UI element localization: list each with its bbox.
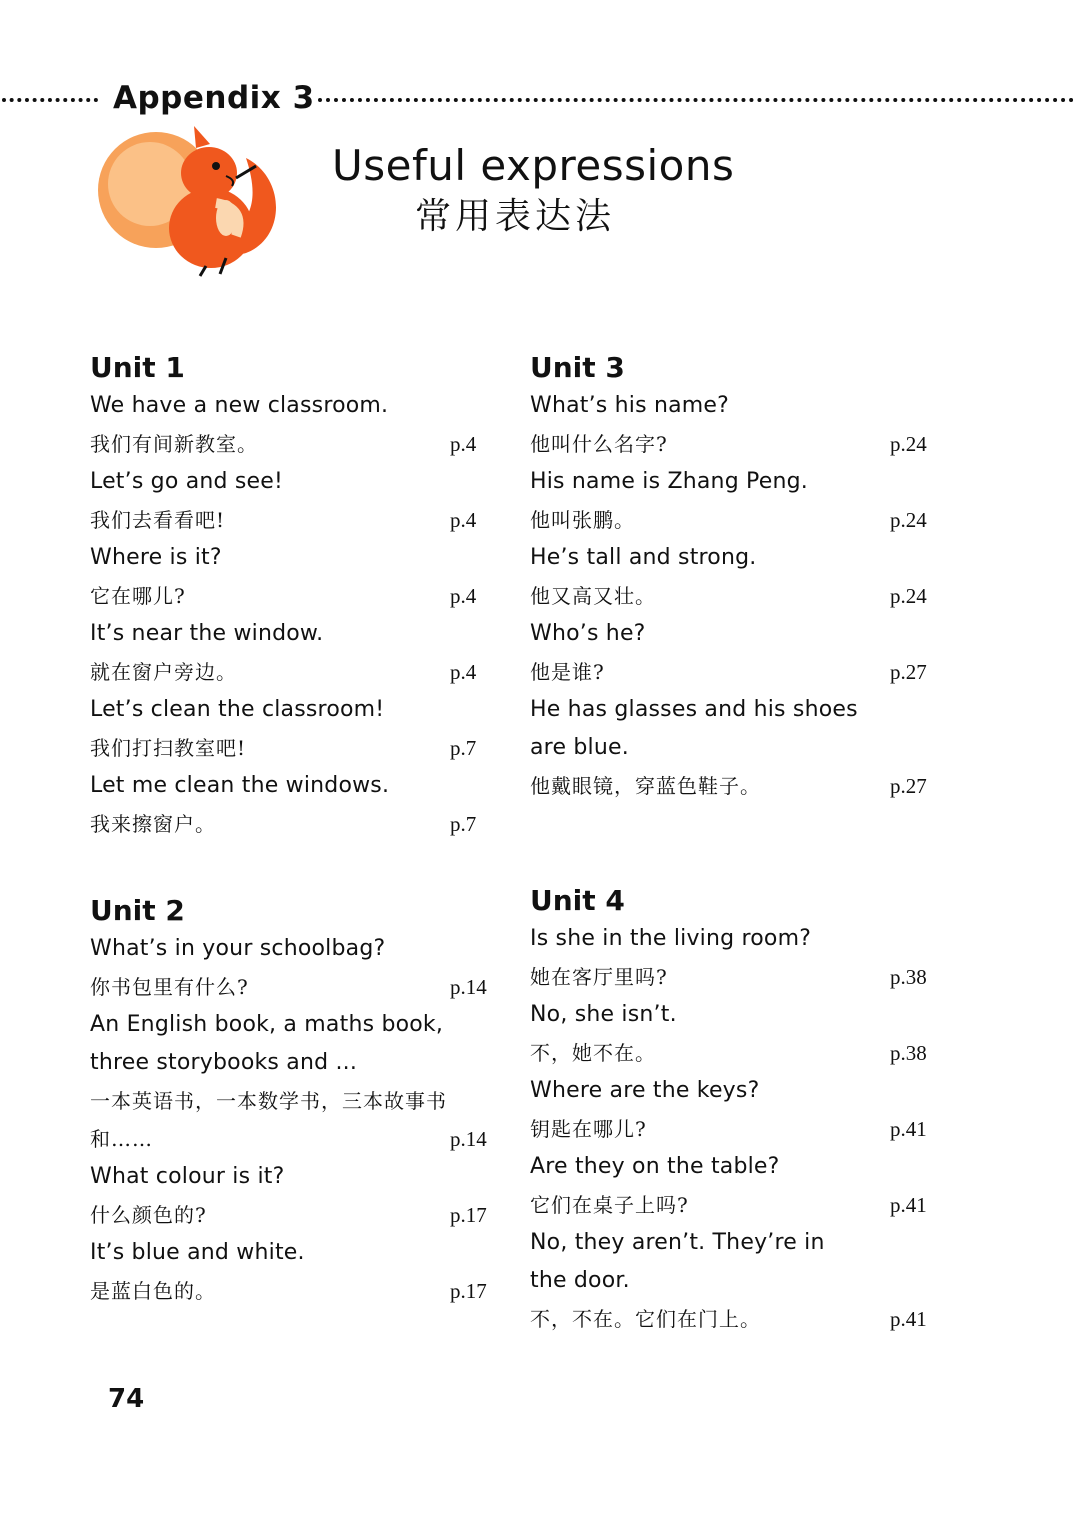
expression-en: three storybooks and ... <box>90 1050 358 1075</box>
appendix-title: Appendix 3 <box>113 80 315 116</box>
page-reference: p.38 <box>890 965 927 989</box>
page-reference: p.4 <box>450 508 477 532</box>
page-reference: p.24 <box>890 432 927 456</box>
expression-en: Are they on the table? <box>530 1154 780 1179</box>
expression-zh: 它们在桌子上吗? p.41 <box>530 1186 950 1224</box>
expression-zh: 你书包里有什么? p.14 <box>90 968 510 1006</box>
expression-en: the door. <box>530 1268 630 1293</box>
expression-zh: 他叫张鹏。 p.24 <box>530 501 950 539</box>
expression-zh: 我们打扫教室吧! p.7 <box>90 729 490 767</box>
expression-en: His name is Zhang Peng. <box>530 469 808 494</box>
page-reference: p.4 <box>450 432 477 456</box>
squirrel-illustration <box>96 118 296 278</box>
unit-3-section <box>530 350 950 805</box>
expression-en: Let’s go and see! <box>90 469 284 494</box>
expression-zh: 就在窗户旁边。 p.4 <box>90 653 490 691</box>
expression-en: What’s in your schoolbag? <box>90 936 386 961</box>
page-title-chinese: 常用表达法 <box>415 196 616 237</box>
page-reference: p.7 <box>450 736 477 760</box>
unit-1-section <box>90 350 490 843</box>
expression-zh: 什么颜色的? p.17 <box>90 1196 510 1234</box>
page-reference: p.41 <box>890 1117 927 1141</box>
expression-zh: 他又高又壮。 p.24 <box>530 577 950 615</box>
page-number: 74 <box>108 1384 145 1414</box>
expression-en: Let me clean the windows. <box>90 773 390 798</box>
expression-zh: 他戴眼镜，穿蓝色鞋子。 p.27 <box>530 767 950 805</box>
expression-zh: 是蓝白色的。 p.17 <box>90 1272 510 1310</box>
expression-zh: 我们有间新教室。 p.4 <box>90 425 490 463</box>
page-reference: p.24 <box>890 584 927 608</box>
expression-en: Is she in the living room? <box>530 926 812 951</box>
page-reference: p.14 <box>450 975 487 999</box>
page-reference: p.27 <box>890 660 927 684</box>
expression-zh: 钥匙在哪儿? p.41 <box>530 1110 950 1148</box>
unit-4-section <box>530 883 950 1338</box>
expression-en: Who’s he? <box>530 621 646 646</box>
expression-en: are blue. <box>530 735 629 760</box>
unit-title: Unit 1 <box>90 351 185 384</box>
expression-en: Where are the keys? <box>530 1078 760 1103</box>
expression-zh: 他是谁? p.27 <box>530 653 950 691</box>
page-reference: p.38 <box>890 1041 927 1065</box>
expression-en: What colour is it? <box>90 1164 285 1189</box>
expression-en: Where is it? <box>90 545 222 570</box>
page-reference: p.17 <box>450 1279 487 1303</box>
expression-en: He has glasses and his shoes <box>530 697 858 722</box>
expression-en: What’s his name? <box>530 393 730 418</box>
page-reference: p.4 <box>450 660 477 684</box>
expression-zh: 一本英语书，一本数学书，三本故事书 <box>90 1089 447 1113</box>
unit-title: Unit 3 <box>530 351 625 384</box>
expression-zh: 我来擦窗户。 p.7 <box>90 805 490 843</box>
expression-en: He’s tall and strong. <box>530 545 757 570</box>
expression-en: No, she isn’t. <box>530 1002 677 1027</box>
unit-2-section <box>90 893 510 1310</box>
page-title: Useful expressions <box>332 141 735 190</box>
page-reference: p.41 <box>890 1193 927 1217</box>
page-reference: p.24 <box>890 508 927 532</box>
page-reference: p.17 <box>450 1203 487 1227</box>
expression-zh: 他叫什么名字? p.24 <box>530 425 950 463</box>
expression-zh: 她在客厅里吗? p.38 <box>530 958 950 996</box>
expression-en: No, they aren’t. They’re in <box>530 1230 825 1255</box>
page-reference: p.14 <box>450 1127 487 1151</box>
expression-en: An English book, a maths book, <box>90 1012 444 1037</box>
expression-zh: 它在哪儿? p.4 <box>90 577 490 615</box>
expression-zh: 不，不在。它们在门上。 p.41 <box>530 1300 950 1338</box>
expression-zh: 和…… p.14 <box>90 1120 510 1158</box>
expression-zh: 我们去看看吧! p.4 <box>90 501 490 539</box>
page-reference: p.4 <box>450 584 477 608</box>
dotted-rule-left <box>2 98 98 102</box>
expression-en: We have a new classroom. <box>90 393 389 418</box>
unit-title: Unit 4 <box>530 884 625 917</box>
expression-en: It’s blue and white. <box>90 1240 305 1265</box>
page-reference: p.41 <box>890 1307 927 1331</box>
page-reference: p.7 <box>450 812 477 836</box>
page-reference: p.27 <box>890 774 927 798</box>
dotted-rule-right <box>318 98 1074 102</box>
unit-title: Unit 2 <box>90 894 185 927</box>
appendix-header <box>0 78 1080 122</box>
expression-en: Let’s clean the classroom! <box>90 697 385 722</box>
expression-en: It’s near the window. <box>90 621 324 646</box>
expression-zh: 不，她不在。 p.38 <box>530 1034 950 1072</box>
